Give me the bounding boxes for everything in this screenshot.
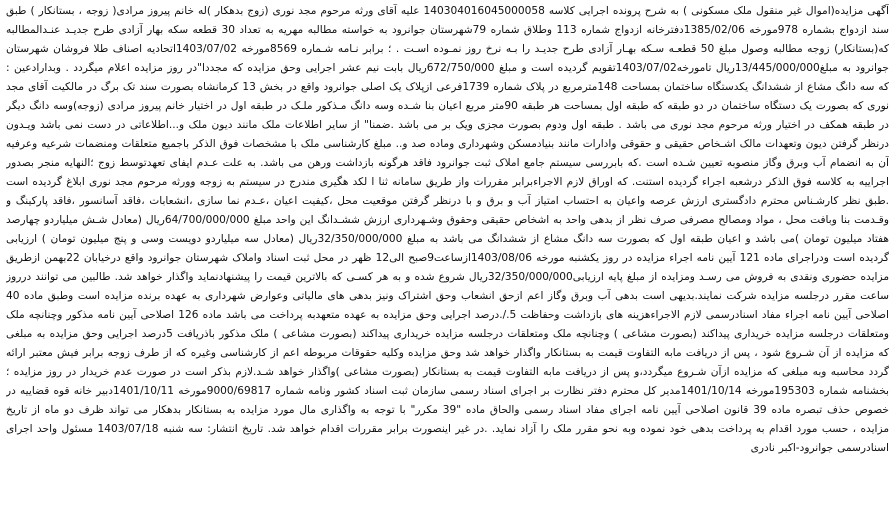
notice-body-text: آگهی مزایده(اموال غیر منقول ملک مسکونی ) به شرح پرونده اجرایی کلاسه 140304016045000058 علیه آقای ورثه مرحوم مجد نوری (زوج بدهکار )له خانم پیروز مرادی( زوجه ، بستانکار ) طبق سند ازدواج بشماره 978مورخه 1385/02/06دفترخانه ازدواج شماره 113 وطلاق شماره 79شهرستان جوانرود به خواسته مطالبه مهریه به تعداد 30 قطعه سکه بهار آزادی طرح جدیـد عنـدالمطالبه که(بستانکار) زوجه مطالبه وصول مبلغ 50 قطعـه سـکه بهـار آزادی طرح جدیـد را بـه نرخ روز نمـوده اسـت . ؛ برابر نـامه شـماره 8569مورخه 1403/07/02اتحادیه اصناف طلا فروشان شهرستان جوانرود به مبلغ13/445/000/000ریال تامورخه1403/07/02تقویم گردیده است و مبلغ 672/750/000ریال بابت نیم عشر اجرایی وحق مزایده که مجددا"در روز مزایده اعلام میگردد . وبدارادعین : که سه دانگ مشاع از ششدانگ یکدستگاه ساختمان بمساحت 148مترمربع در پلاک شماره 1739فرعی ازپلاک یک اصلی جوانرود واقع در بخش 13 کرمانشاه بصورت سند تک برگ در مالکیت آقای مجد نوری که بصورت یک دستگاه ساختمان در دو طبقه که طبقه اول بمساحت هر طبقه 90متر مربع اعیان بنا شـده وسه دانگ مـذکور ملـک در طبقه اول در اختیار خانم پیروز مرادی (زوجه)وسه دانگ دیگر در طبقه همکف در اختیار ورثه مرحوم مجد نوری می باشد . طبقه اول ودوم بصورت مجزی ویک بر می باشد .ضمنا" از سایر اطلاعات ملک مانند دیون ملک و...اطلاعاتی در دست نمی باشد ویـدون درنظر گرفتن دیون وتعهدات مالک اشـخاص حقیقی و حقوقی وادارات مانند بنیادمسکن وشهرداری وماده صد و.. مبلغ کارشناسی ملک با مشخصات فوق الذکر باجمیع متعلقات ومنضمات شرعیه وعرفیه آن به انضمام آب وبرق وگاز منصوبه تعیین شـده است .که بابررسی سیستم جامع املاک ثبت جوانرود فاقد هرگونه بازداشت ورهن می باشد. به علت عـدم ایفای تعهدتوسط زوج ؛النهایه منجر بصدور اجراییه به کلاسه فوق الذکر درشعبه اجراء گردیده استنت. که اوراق لازم الاجراءبرابر مقررات واز طریق سامانه ثنا ا لکد هگیری مندرج در سیستم به زوجه وورثه مرحوم مجد نوری ابلاغ گردیده است .طبق نظر کارشـناس محترم دادگستری ارزش عرصه واعیان به احتساب امتیاز آب و برق و با درنظر گرفتن موقعیت محل ،کیفیت اعیان ،عـدم نما سازی ،انشعابات ،فاقد آسانسور ،فاقد پارکینگ و وقـدمت بنا وبافت محل ، مواد ومصالح مصرفی صرف نظر از بدهی واحد به اشخاص حقیقی وحقوق وشـهرداری ارزش ششـدانگ این واحد مبلغ 64/700/000/000ریال (معادل شـش میلیاردو چهارصد هفتاد میلیون تومان )می باشد و اعیان طبقه اول که بصورت سه دانگ مشاع از ششدانگ می باشد به مبلغ 32/350/000/000ریال (معادل سه میلیاردو دویست وسی و پنج میلیون تومان ) ارزیابی گردیده است ودراجرای ماده 121 آیین نامه اجراء مزایده در روز یکشنبه مورخه 1403/08/06ازساعت9صبح الی12 ظهر در محل ثبت اسناد واملاک شهرستان جوانرود واقع درخیابان 22بهمن ازطریق مزایده حضوری ونقدی به فروش می رسـد ومزایده از مبلغ پایه ارزیابی32/350/000/000ریال شروع شده و به هر کسـی که بالاترین قیمت را پیشنهادنماید واگذار خواهد شد. طالبین می توانند درروز ساعت مقرر درجلسه مزایده شرکت نمایند.بدیهی است بدهی آب وبرق وگاز اعم ازحق انشعاب وحق اشتراک ونیز بدهی های مالیاتی وعوارض شهرداری به عهده برنده مزایده است وطبق ماده 40 اصلاحی آیین نامه اجراء مفاد اسنادرسمی لازم الاجراءهزینه های بازداشت وحفاظت 5./.درصد اجرایی وحق مزایده به عهده متعهدبه پرداخت می باشد ماده 126 اصلاحی آیین نامه مذکور وچنانچه ملک ومتعلقات درجلسه مزایده خریداری پیداکند (بصورت مشاعی ) وچنانچه ملک ومتعلقات درجلسه مزایده خریداری پیداکند (بصورت مشاعی ) ملک مذکور باذریافت 5درصد اجرایی وحق مزایده به مبلغی که مزایده از آن شـروع شود ، پس از دریافت مابه التفاوت قیمت به بستانکار واگذار خواهد شد وحق مزایده وکلیه حقوقات مربوطه اعم از کارشناسی وغیره که از طرف زوجه برابر فیش معتبر ارائه گردد محاسبه وبه مبلغی که مزایده ازآن شـروع میگردد،و پس از دریافت مابه التفاوت قیمت به بستانکار (بصورت مشاعی )واگذار خواهد شـد.لازم بذکر است در صورت عدم خریدار در روز مزایده ؛ بخشنامه شماره 195303مورخه 1401/10/14مدیر کل محترم دفتر نظارت بر اجرای اسناد رسمی سازمان ثبت اسناد کشور ونامه شماره 9000/69817مورخه 1401/10/11دبیر خانه قوه قضاییه در خصوص حذف تبصره ماده 39 قانون اصلاحی آیین نامه اجرای مفاد اسناد رسمی والحاق ماده "39 مکرر" با توجه به واگذاری مال مورد مزایده به بستانکار بدهکار می تواند ظرف دو ماه از تاریخ مزایده ، حسب مورد اقدام به پرداخت بدهی خود نموده وبه نحو مقرر ملک را آزاد نماید. .در غیر اینصورت برابر مقررات اقدام خواهد شد. تاریخ انتشار: سه شنبه 1403/07/18 مسئول واحد اجرای اسنادرسمی جوانرود-اکبر نادری	[6, 5, 889, 454]
auction-notice-document	[6, 2, 889, 529]
